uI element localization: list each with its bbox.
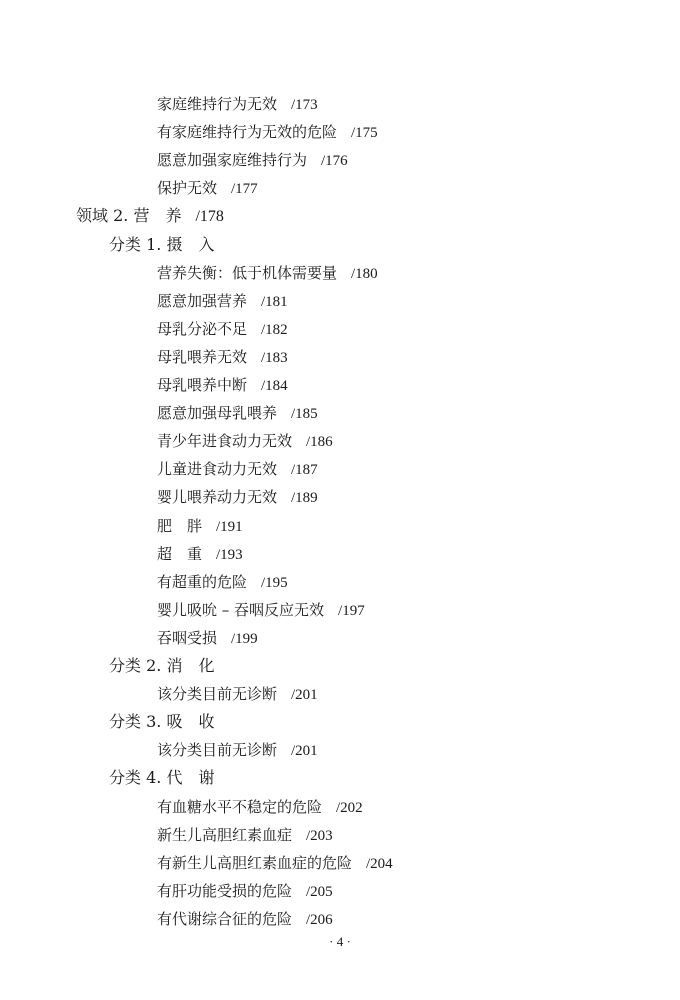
toc-class-heading <box>109 656 214 676</box>
toc-entry-title: 家庭维持行为无效 <box>157 95 278 113</box>
toc-class-heading <box>109 712 214 732</box>
toc-page-number: /191 <box>216 518 243 535</box>
toc-entry-title: 婴儿喂养动力无效 <box>157 488 278 507</box>
toc-page-number: /203 <box>306 827 333 844</box>
toc-entry <box>157 628 258 649</box>
toc-entry-title: 分类 1. 摄 入 <box>109 234 215 254</box>
toc-page-number: /201 <box>291 743 318 760</box>
toc-entry-title: 分类 3. 吸 收 <box>109 712 215 732</box>
toc-page-number: /193 <box>216 546 243 563</box>
toc-entry-title: 有新生儿高胆红素血症的危险 <box>157 853 353 872</box>
toc-entry <box>157 684 318 705</box>
toc-entry <box>157 881 333 902</box>
toc-page-number: /205 <box>306 883 333 900</box>
toc-entry <box>157 94 318 115</box>
toc-entry <box>157 797 363 818</box>
toc-entry <box>157 825 333 846</box>
toc-entry <box>157 740 318 761</box>
toc-entry <box>157 319 288 340</box>
toc-page-number: /176 <box>321 153 348 170</box>
toc-entry-title: 领域 2. 营 养 <box>76 206 182 226</box>
toc-page-number: /189 <box>291 490 318 507</box>
toc-entry-title: 有家庭维持行为无效的危险 <box>157 123 338 142</box>
toc-page-number: /206 <box>306 911 333 928</box>
toc-entry-title: 新生儿高胆红素血症 <box>157 825 293 844</box>
toc-entry-title: 青少年进食动力无效 <box>157 432 293 451</box>
toc-page-number: /184 <box>261 378 288 394</box>
toc-entry-title: 有代谢综合征的危险 <box>157 909 293 928</box>
toc-entry-title: 分类 4. 代 谢 <box>109 768 215 788</box>
toc-entry-title: 超 重 <box>157 544 203 563</box>
toc-page-number: /202 <box>336 799 363 816</box>
toc-entry-title: 愿意加强营养 <box>157 291 248 310</box>
toc-entry <box>157 516 243 537</box>
toc-page-number: /181 <box>261 293 288 310</box>
toc-entry-title: 保护无效 <box>157 179 218 198</box>
toc-entry <box>157 572 288 593</box>
toc-page-number: /185 <box>291 406 318 423</box>
toc-page-number: /186 <box>306 434 333 451</box>
toc-entry <box>157 178 258 199</box>
toc-page-number: /197 <box>338 602 365 619</box>
toc-page-number: /187 <box>291 462 318 479</box>
toc-entry <box>157 403 318 424</box>
toc-entry <box>157 459 318 480</box>
toc-entry-title: 母乳喂养无效 <box>157 347 248 366</box>
toc-entry <box>157 375 288 396</box>
toc-entry-title: 分类 2. 消 化 <box>109 656 215 675</box>
toc-entry-title: 吞咽受损 <box>157 628 218 647</box>
toc-entry <box>157 909 333 930</box>
toc-entry-title: 母乳分泌不足 <box>157 319 248 338</box>
toc-entry <box>157 853 393 874</box>
toc-entry <box>157 291 288 312</box>
toc-entry <box>157 600 365 621</box>
toc-entry-title: 儿童进食动力无效 <box>157 460 278 479</box>
toc-entry <box>157 487 318 508</box>
toc-entry <box>157 122 378 143</box>
toc-page-number: /175 <box>351 125 378 142</box>
toc-entry <box>157 544 243 565</box>
toc-entry-title: 婴儿吸吮 – 吞咽反应无效 <box>157 600 325 619</box>
toc-entry <box>157 431 333 452</box>
page-number-footer: · 4 · <box>329 934 351 949</box>
toc-entry-title: 该分类目前无诊断 <box>157 741 278 760</box>
toc-entry-title: 肥 胖 <box>157 516 203 535</box>
toc-page-number: /183 <box>261 349 288 366</box>
toc-class-heading <box>109 235 214 255</box>
toc-entry-title: 母乳喂养中断 <box>157 376 248 394</box>
toc-class-heading <box>109 768 214 788</box>
toc-entry <box>157 347 288 368</box>
toc-page-number: /177 <box>231 181 258 198</box>
toc-page-number: /204 <box>366 855 393 872</box>
toc-entry <box>157 263 378 284</box>
toc-entry-title: 有血糖水平不稳定的危险 <box>157 797 323 816</box>
toc-entry-title: 该分类目前无诊断 <box>157 685 278 704</box>
toc-entry-title: 有肝功能受损的危险 <box>157 881 293 900</box>
toc-domain-heading <box>76 206 224 227</box>
toc-entry-title: 有超重的危险 <box>157 572 248 591</box>
toc-page-number: /178 <box>195 208 224 226</box>
toc-entry-title: 愿意加强母乳喂养 <box>157 404 278 423</box>
toc-page-number: /182 <box>261 321 288 338</box>
toc-entry-title: 营养失衡：低于机体需要量 <box>157 263 338 282</box>
toc-page-number: /199 <box>231 630 258 647</box>
toc-page-number: /195 <box>261 574 288 591</box>
toc-page-number: /180 <box>351 265 378 282</box>
toc-entry <box>157 150 348 171</box>
toc-page-number: /173 <box>291 97 318 113</box>
toc-page-number: /201 <box>291 687 318 704</box>
toc-entry-title: 愿意加强家庭维持行为 <box>157 151 308 170</box>
